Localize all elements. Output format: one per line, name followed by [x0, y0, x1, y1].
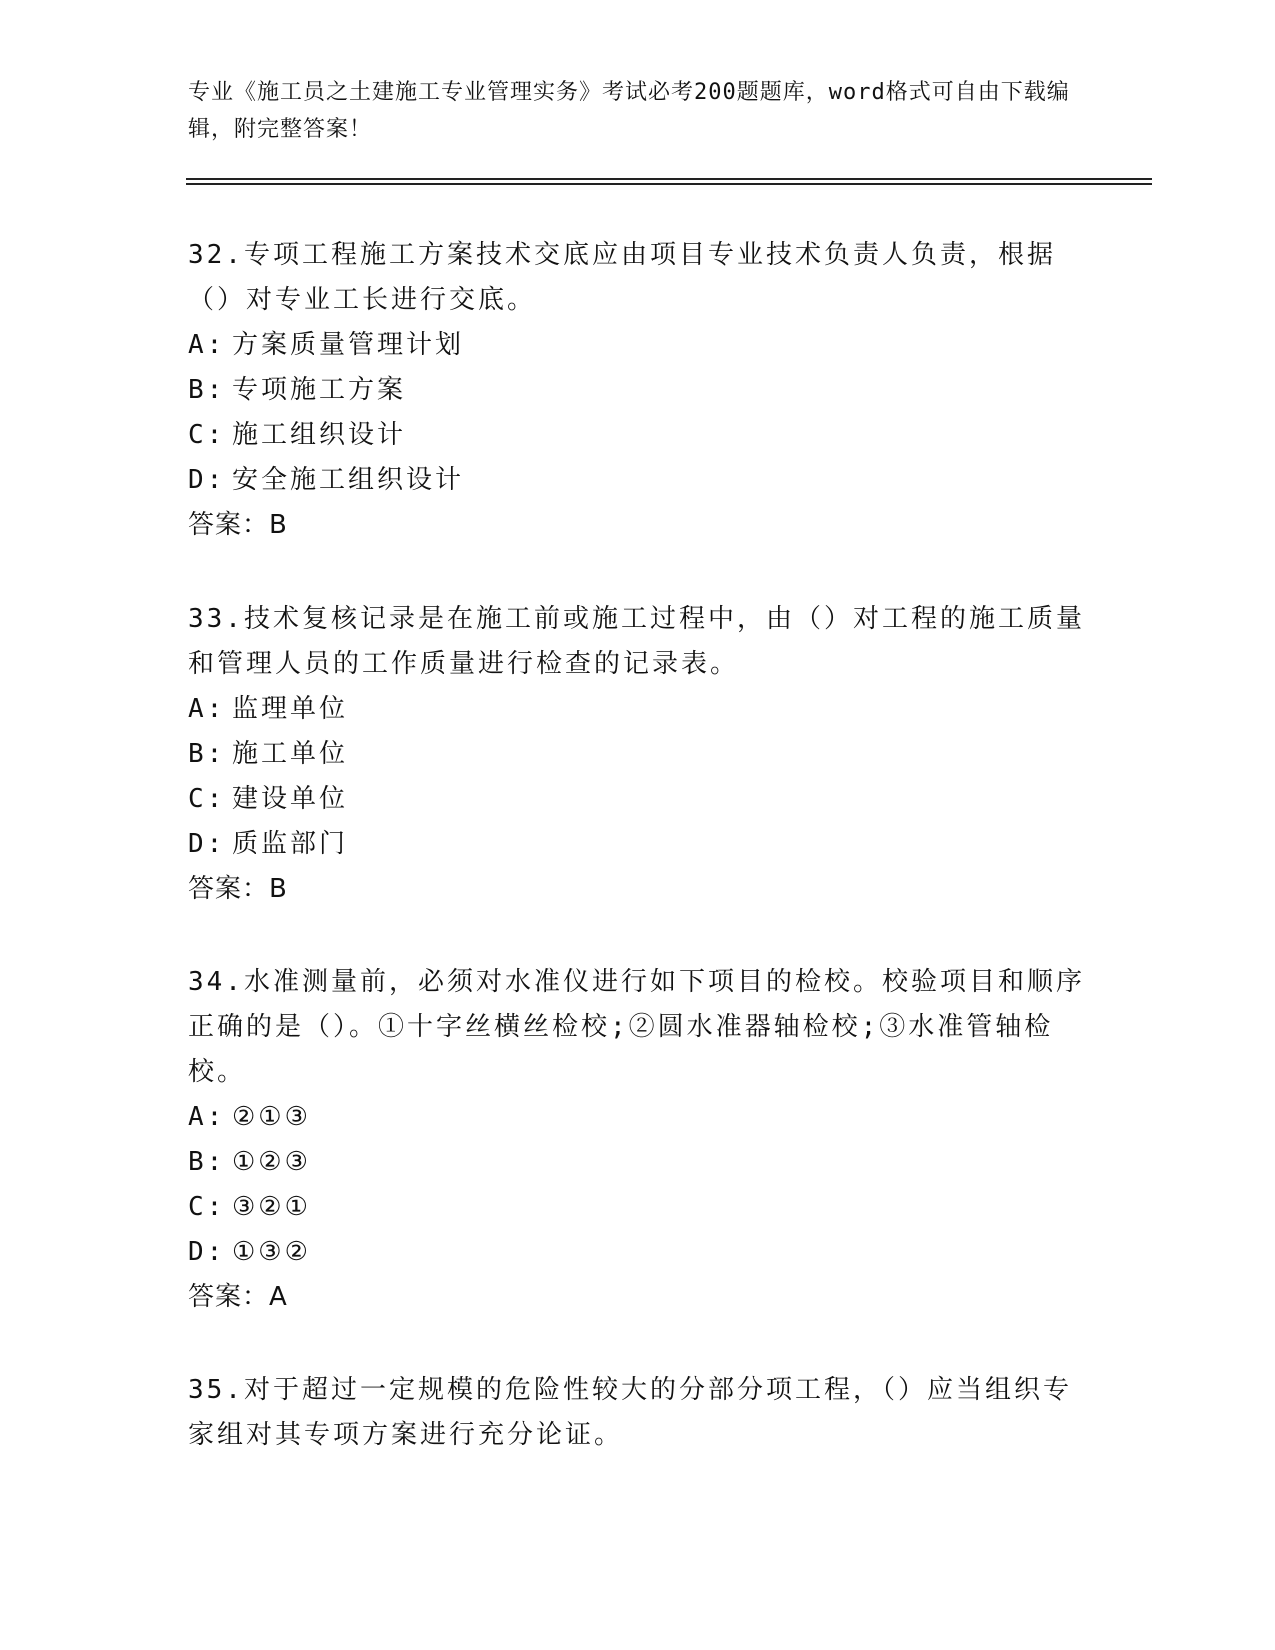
option-text: 质监部门 [232, 829, 349, 859]
header-divider-bottom [186, 183, 1152, 185]
option-letter: B: [188, 739, 226, 769]
option-letter: C: [188, 1192, 226, 1222]
option-letter: B: [188, 1147, 226, 1177]
option-text: ③②① [232, 1192, 311, 1222]
option-a [188, 323, 1088, 368]
option-text: 方案质量管理计划 [232, 330, 465, 360]
question-35 [188, 1368, 1088, 1458]
option-a [188, 687, 1088, 732]
option-b [188, 1140, 1088, 1185]
answer-line: 答案：A [188, 1282, 288, 1312]
question-32 [188, 233, 1088, 548]
option-letter: A: [188, 330, 226, 360]
option-letter: D: [188, 465, 226, 495]
question-34 [188, 960, 1088, 1320]
option-letter: A: [188, 1102, 226, 1132]
option-d [188, 822, 1088, 867]
option-text: 安全施工组织设计 [232, 465, 465, 495]
option-letter: B: [188, 375, 226, 405]
answer-line: 答案：B [188, 510, 288, 540]
option-text: ②①③ [232, 1102, 311, 1132]
option-text: 施工单位 [232, 739, 349, 769]
question-stem: 32.专项工程施工方案技术交底应由项目专业技术负责人负责，根据（）对专业工长进行交底。 [188, 240, 1056, 315]
option-text: 施工组织设计 [232, 420, 407, 450]
answer-line: 答案：B [188, 874, 288, 904]
question-stem: 34.水准测量前，必须对水准仪进行如下项目的检校。校验项目和顺序正确的是（）。①十字丝横丝检校;②圆水准器轴检校;③水准管轴检校。 [188, 967, 1085, 1087]
option-text: 专项施工方案 [232, 375, 407, 405]
option-letter: D: [188, 829, 226, 859]
option-b [188, 368, 1088, 413]
option-text: 监理单位 [232, 694, 349, 724]
option-text: ①③② [232, 1237, 311, 1267]
option-letter: A: [188, 694, 226, 724]
option-c [188, 413, 1088, 458]
option-a [188, 1095, 1088, 1140]
option-b [188, 732, 1088, 777]
question-stem: 33.技术复核记录是在施工前或施工过程中，由（）对工程的施工质量和管理人员的工作质量进行检查的记录表。 [188, 604, 1085, 679]
document-header: 专业《施工员之土建施工专业管理实务》考试必考200题题库，word格式可自由下载编辑，附完整答案！ [188, 80, 1070, 142]
option-letter: C: [188, 784, 226, 814]
header-divider-top [186, 178, 1152, 180]
option-letter: C: [188, 420, 226, 450]
option-text: 建设单位 [232, 784, 349, 814]
option-d [188, 1230, 1088, 1275]
question-stem: 35.对于超过一定规模的危险性较大的分部分项工程，（）应当组织专家组对其专项方案进行充分论证。 [188, 1375, 1072, 1450]
option-text: ①②③ [232, 1147, 311, 1177]
option-c [188, 777, 1088, 822]
option-c [188, 1185, 1088, 1230]
option-letter: D: [188, 1237, 226, 1267]
question-33 [188, 597, 1088, 912]
option-d [188, 458, 1088, 503]
